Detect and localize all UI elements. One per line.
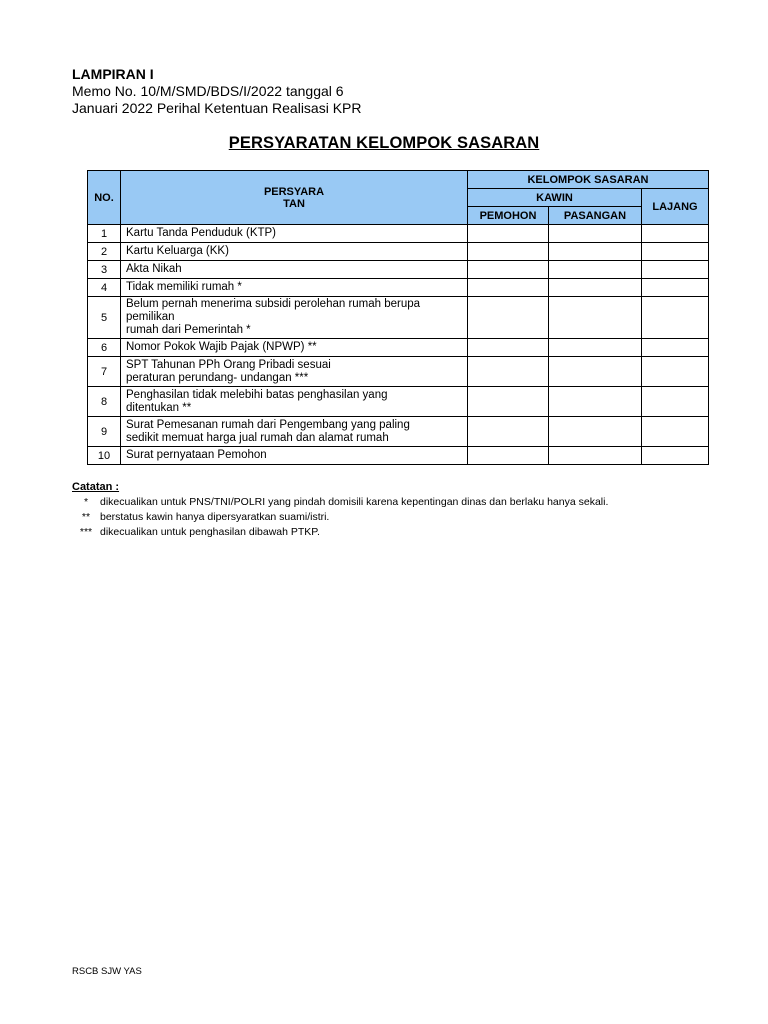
requirement-text: Surat pernyataan Pemohon: [121, 447, 468, 465]
check-cell-single: [642, 387, 709, 417]
row-number: 2: [88, 243, 121, 261]
header-spouse: PASANGAN: [549, 207, 642, 225]
notes-section: [72, 481, 712, 540]
check-cell-applicant: [468, 225, 549, 243]
note-mark: **: [81, 511, 91, 523]
check-cell-single: [642, 225, 709, 243]
row-number: 5: [88, 297, 121, 339]
table-row: [88, 447, 709, 465]
table-row: [88, 243, 709, 261]
check-cell-applicant: [468, 357, 549, 387]
check-cell-spouse: [549, 387, 642, 417]
check-cell-spouse: [549, 447, 642, 465]
table-row: [88, 261, 709, 279]
requirements-body: [88, 225, 709, 465]
note-item: [72, 525, 712, 540]
check-cell-applicant: [468, 297, 549, 339]
row-number: 3: [88, 261, 121, 279]
note-item: [72, 495, 712, 510]
memo-header: [72, 66, 492, 117]
check-cell-single: [642, 279, 709, 297]
table-row: [88, 225, 709, 243]
table-row: [88, 279, 709, 297]
check-cell-spouse: [549, 279, 642, 297]
check-cell-spouse: [549, 417, 642, 447]
header-married: KAWIN: [468, 189, 642, 207]
check-cell-applicant: [468, 447, 549, 465]
note-text: dikecualikan untuk penghasilan dibawah PTKP.: [100, 526, 320, 538]
check-cell-spouse: [549, 261, 642, 279]
header-requirement-line1: PERSYARA: [263, 185, 325, 198]
check-cell-applicant: [468, 261, 549, 279]
check-cell-applicant: [468, 279, 549, 297]
requirement-text: Tidak memiliki rumah *: [121, 279, 468, 297]
table-row: [88, 297, 709, 339]
check-cell-applicant: [468, 417, 549, 447]
check-cell-single: [642, 339, 709, 357]
check-cell-spouse: [549, 225, 642, 243]
requirement-text: Nomor Pokok Wajib Pajak (NPWP) **: [121, 339, 468, 357]
row-number: 6: [88, 339, 121, 357]
note-text: dikecualikan untuk PNS/TNI/POLRI yang pindah domisili karena kepentingan dinas dan berlaku hanya sekali.: [100, 496, 609, 508]
check-cell-applicant: [468, 243, 549, 261]
header-target-group: KELOMPOK SASARAN: [468, 171, 709, 189]
requirement-text: SPT Tahunan PPh Orang Pribadi sesuai peraturan perundang- undangan ***: [121, 357, 468, 387]
requirement-text: Akta Nikah: [121, 261, 468, 279]
note-item: [72, 510, 712, 525]
note-text: berstatus kawin hanya dipersyaratkan suami/istri.: [100, 511, 330, 523]
note-mark: *: [83, 496, 89, 508]
header-no: NO.: [88, 171, 121, 225]
header-single: LAJANG: [642, 189, 709, 225]
row-number: 1: [88, 225, 121, 243]
check-cell-single: [642, 297, 709, 339]
row-number: 10: [88, 447, 121, 465]
row-number: 9: [88, 417, 121, 447]
requirement-text: Kartu Keluarga (KK): [121, 243, 468, 261]
table-row: [88, 339, 709, 357]
check-cell-spouse: [549, 357, 642, 387]
requirements-table: [87, 170, 709, 465]
header-requirement-line2: TAN: [283, 197, 305, 210]
header-requirement: [121, 171, 468, 225]
notes-title: Catatan :: [72, 481, 120, 493]
memo-subject: Januari 2022 Perihal Ketentuan Realisasi KPR: [72, 100, 362, 116]
page-title: PERSYARATAN KELOMPOK SASARAN: [228, 134, 540, 152]
requirement-text: Surat Pemesanan rumah dari Pengembang yang paling sedikit memuat harga jual rumah dan alamat rumah: [121, 417, 468, 447]
check-cell-single: [642, 357, 709, 387]
row-number: 8: [88, 387, 121, 417]
note-mark: ***: [79, 526, 93, 538]
attachment-label: LAMPIRAN I: [72, 66, 154, 82]
check-cell-spouse: [549, 297, 642, 339]
check-cell-single: [642, 261, 709, 279]
row-number: 7: [88, 357, 121, 387]
check-cell-spouse: [549, 243, 642, 261]
table-row: [88, 417, 709, 447]
check-cell-single: [642, 417, 709, 447]
table-row: [88, 387, 709, 417]
check-cell-single: [642, 447, 709, 465]
check-cell-spouse: [549, 339, 642, 357]
requirement-text: Kartu Tanda Penduduk (KTP): [121, 225, 468, 243]
header-applicant: PEMOHON: [468, 207, 549, 225]
footer-initials: RSCB SJW YAS: [72, 966, 142, 977]
table-row: [88, 357, 709, 387]
requirement-text: Belum pernah menerima subsidi perolehan rumah berupa pemilikan rumah dari Pemerintah *: [121, 297, 468, 339]
requirement-text: Penghasilan tidak melebihi batas penghasilan yang ditentukan **: [121, 387, 468, 417]
check-cell-single: [642, 243, 709, 261]
check-cell-applicant: [468, 387, 549, 417]
check-cell-applicant: [468, 339, 549, 357]
memo-reference: Memo No. 10/M/SMD/BDS/I/2022 tanggal 6: [72, 83, 344, 99]
row-number: 4: [88, 279, 121, 297]
